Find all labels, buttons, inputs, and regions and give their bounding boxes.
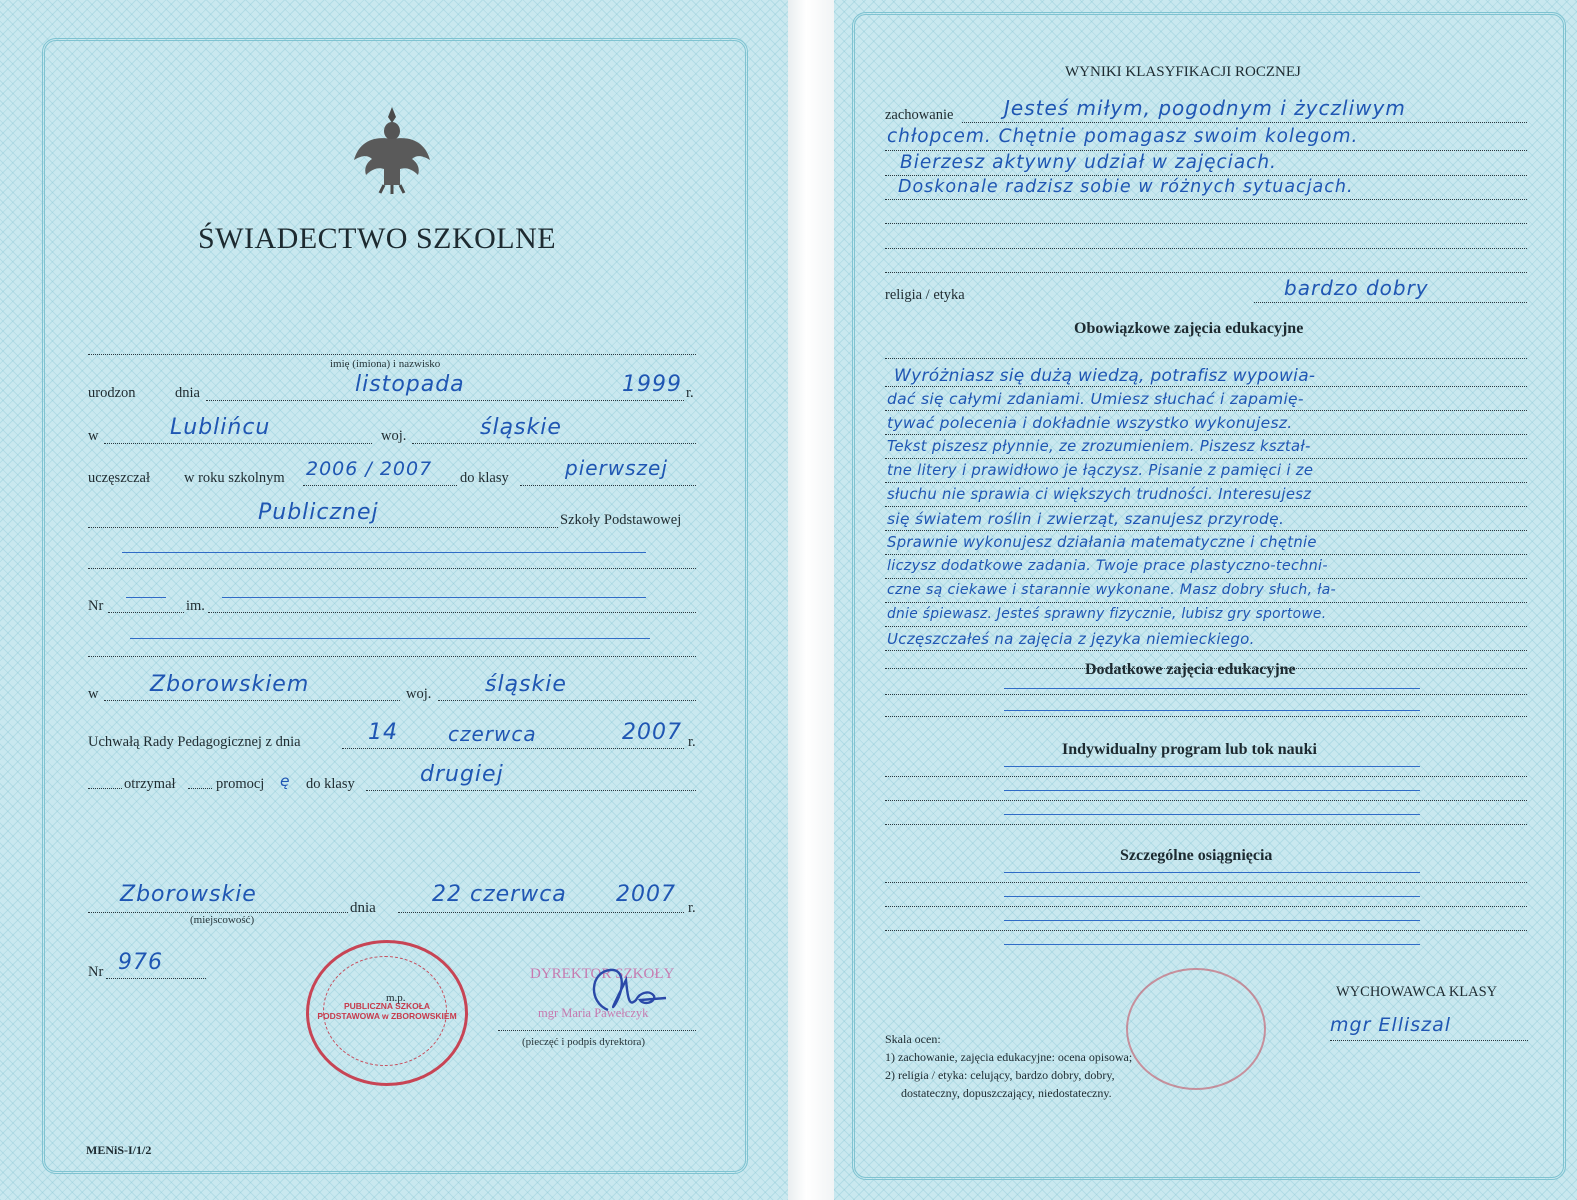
class-from-line: [520, 485, 696, 486]
behavior-text-line: Jesteś miłym, pogodnym i życzliwym: [1004, 96, 1406, 120]
birth-date-line: [206, 400, 684, 401]
nr-crossed: [126, 597, 166, 598]
name-line: [88, 354, 696, 355]
crossed-line-2: [130, 638, 650, 639]
mandatory-text-line: tne litery i prawidłowo je łączysz. Pisanie z pamięci i ze: [887, 462, 1314, 479]
individual-line-2: [885, 800, 1527, 801]
director-stamp-title: DYREKTOR SZKOŁY: [530, 966, 675, 982]
religion-label: religia / etyka: [885, 287, 965, 303]
behavior-label: zachowanie: [885, 107, 954, 123]
additional-crossed-1: [1004, 688, 1420, 689]
individual-heading: Indywidualny program lub tok nauki: [1062, 741, 1317, 758]
behavior-text-line: chłopcem. Chętnie pomagasz swoim kolegom.: [887, 126, 1359, 147]
resolution-month: czerwca: [448, 722, 537, 746]
patron-crossed: [222, 597, 646, 598]
birth-month: listopada: [355, 372, 465, 397]
nr-label: Nr: [88, 598, 104, 614]
issue-date: 22 czerwca: [432, 882, 567, 907]
director-stamp-name: mgr Maria Pawełczyk: [538, 1006, 649, 1020]
mandatory-text-line: Uczęszczałeś na zajęcia z języka niemieckiego.: [887, 630, 1255, 648]
teacher-line: [1330, 1040, 1528, 1041]
school-year-line: [303, 485, 457, 486]
school-stamp-text: PUBLICZNA SZKOŁA PODSTAWOWA w ZBOROWSKIEM: [317, 1001, 457, 1021]
behavior-line-2: [885, 175, 1527, 176]
mandatory-line-4: [885, 458, 1527, 459]
school-name-line: [88, 527, 558, 528]
class-round-stamp: [1126, 968, 1266, 1090]
class-to: drugiej: [420, 762, 504, 787]
blank-line-1: [88, 568, 696, 569]
additional-crossed-2: [1004, 710, 1420, 711]
director-line: [498, 1030, 696, 1031]
born-day-label: dnia: [175, 385, 200, 401]
nr-line: [108, 612, 184, 613]
resolution-label: Uchwałą Rady Pedagogicznej z dnia: [88, 734, 301, 750]
achievements-crossed-3: [1004, 920, 1420, 921]
behavior-text-line: Bierzesz aktywny udział w zajęciach.: [900, 152, 1277, 173]
received-prefix-line: [88, 788, 122, 789]
mandatory-line-5: [885, 482, 1527, 483]
issue-year: 2007: [616, 882, 676, 907]
issue-date-line: [398, 912, 684, 913]
birth-year: 1999: [622, 372, 682, 397]
mandatory-line-6: [885, 506, 1527, 507]
school-place-label: w: [88, 686, 99, 702]
received-label: otrzymał: [124, 776, 176, 792]
mandatory-text-line: czne są ciekawe i starannie wykonane. Masz dobry słuch, ła-: [887, 582, 1336, 598]
cert-nr-line: [106, 978, 206, 979]
mandatory-line-1: [885, 386, 1527, 387]
director-caption: (pieczęć i podpis dyrektora): [522, 1036, 646, 1048]
mandatory-text-line: słuchu nie sprawia ci większych trudności. Interesujesz: [887, 486, 1312, 503]
mandatory-line-12: [885, 650, 1527, 651]
individual-line-3: [885, 824, 1527, 825]
class-to-line: [366, 790, 696, 791]
eagle-emblem-icon: [350, 105, 434, 195]
mandatory-line-3: [885, 434, 1527, 435]
scale-item-3: dostateczny, dopuszczający, niedostateczny.: [901, 1086, 1112, 1100]
achievements-crossed-2: [1004, 896, 1420, 897]
scale-item-2: 2) religia / etyka: celujący, bardzo dobry, dobry,: [885, 1068, 1115, 1082]
behavior-line-1: [885, 150, 1527, 151]
mandatory-line-0: [885, 358, 1527, 359]
school-place-line: [104, 700, 400, 701]
teacher-title: WYCHOWAWCA KLASY: [1336, 984, 1498, 1000]
results-heading: WYNIKI KLASYFIKACJI ROCZNEJ: [1065, 64, 1301, 80]
achievements-line-3: [885, 930, 1527, 931]
school-year-label: w roku szkolnym: [184, 470, 285, 486]
promotion-to-class-label: do klasy: [306, 776, 355, 792]
religion-grade: bardzo dobry: [1284, 276, 1429, 300]
birth-place-line: [104, 443, 372, 444]
to-class-label: do klasy: [460, 470, 509, 486]
school-voiv-line: [438, 700, 696, 701]
mandatory-text-line: Sprawnie wykonujesz działania matematyczne i chętnie: [887, 534, 1317, 551]
cert-nr: 976: [118, 950, 163, 975]
behavior-line-6: [885, 272, 1527, 273]
teacher-signature: mgr Elliszal: [1330, 1014, 1452, 1036]
promotion-suffix: ę: [280, 772, 290, 790]
blank-line-2: [88, 656, 696, 657]
issue-year-suffix: r.: [688, 900, 696, 916]
born-label: urodzon: [88, 385, 136, 401]
achievements-crossed-4: [1004, 944, 1420, 945]
cert-nr-label: Nr: [88, 964, 104, 980]
mandatory-text-line: się światem roślin i zwierząt, szanujesz przyrodę.: [887, 510, 1285, 528]
individual-crossed-1: [1004, 766, 1420, 767]
class-from: pierwszej: [565, 456, 668, 480]
religion-line: [1254, 302, 1527, 303]
behavior-line-0: [962, 122, 1527, 123]
mandatory-heading: Obowiązkowe zajęcia edukacyjne: [1074, 320, 1304, 337]
resolution-year-suffix: r.: [688, 734, 696, 750]
behavior-line-5: [885, 248, 1527, 249]
place-caption: (miejscowość): [190, 914, 255, 926]
director-signature-icon: [580, 962, 670, 1020]
patron-line: [208, 612, 696, 613]
resolution-day: 14: [368, 720, 398, 745]
issue-date-label: dnia: [350, 900, 376, 916]
birth-voiv: śląskie: [480, 415, 562, 440]
mandatory-line-10: [885, 602, 1527, 603]
behavior-line-3: [885, 199, 1527, 200]
individual-crossed-3: [1004, 814, 1420, 815]
mandatory-text-line: liczysz dodatkowe zadania. Twoje prace plastyczno-techni-: [887, 558, 1328, 574]
crossed-line-1: [122, 552, 646, 553]
resolution-year: 2007: [622, 720, 682, 745]
scale-item-1: 1) zachowanie, zajęcia edukacyjne: ocena opisowa;: [885, 1050, 1133, 1064]
behavior-text-line: Doskonale radzisz sobie w różnych sytuacjach.: [898, 177, 1354, 197]
patron-label: im.: [186, 598, 205, 614]
additional-heading: Dodatkowe zajęcia edukacyjne: [1085, 661, 1296, 678]
birth-voiv-line: [412, 443, 696, 444]
mandatory-text-line: dać się całymi zdaniami. Umiesz słuchać i zapamię-: [887, 390, 1304, 408]
mp-label: m.p.: [386, 992, 406, 1004]
mandatory-line-9: [885, 578, 1527, 579]
school-year: 2006 / 2007: [306, 458, 433, 480]
name-caption: imię (imiona) i nazwisko: [330, 358, 441, 370]
issue-place-line: [88, 912, 348, 913]
certificate-title: ŚWIADECTWO SZKOLNE: [198, 222, 557, 255]
school-place: Zborowskiem: [150, 672, 310, 697]
form-code: MENiS-I/1/2: [86, 1143, 152, 1157]
certificate-front-page: [0, 0, 788, 1200]
behavior-line-4: [885, 223, 1527, 224]
mandatory-text-line: Tekst piszesz płynnie, ze zrozumieniem. Piszesz kształ-: [887, 438, 1311, 455]
additional-line-2: [885, 716, 1527, 717]
scale-title: Skala ocen:: [885, 1032, 941, 1046]
mandatory-text-line: Wyróżniasz się dużą wiedzą, potrafisz wypowia-: [894, 366, 1316, 386]
mandatory-text-line: tywać polecenia i dokładnie wszystko wykonujesz.: [887, 414, 1293, 432]
issue-place: Zborowskie: [120, 882, 257, 907]
individual-crossed-2: [1004, 790, 1420, 791]
page-gutter: [788, 0, 834, 1200]
mandatory-line-11: [885, 626, 1527, 627]
promotion-label: promocj: [216, 776, 265, 792]
received-suffix-line: [188, 788, 212, 789]
mandatory-line-8: [885, 554, 1527, 555]
birth-voiv-label: woj.: [381, 428, 407, 444]
birth-year-suffix: r.: [686, 385, 694, 401]
birth-place: Lublińcu: [170, 415, 271, 440]
resolution-line: [342, 748, 684, 749]
certificate-back-page: [834, 0, 1577, 1200]
achievements-line-2: [885, 906, 1527, 907]
mandatory-text-line: dnie śpiewasz. Jesteś sprawny fizycznie, lubisz gry sportowe.: [887, 606, 1327, 622]
school-label: Szkoły Podstawowej: [560, 512, 682, 528]
birth-place-label: w: [88, 428, 99, 444]
achievements-heading: Szczególne osiągnięcia: [1120, 847, 1273, 864]
individual-line-1: [885, 776, 1527, 777]
achievements-crossed-1: [1004, 872, 1420, 873]
school-voiv-label: woj.: [406, 686, 432, 702]
school-type: Publicznej: [258, 500, 379, 525]
additional-line-1: [885, 694, 1527, 695]
mandatory-line-2: [885, 410, 1527, 411]
achievements-line-1: [885, 882, 1527, 883]
mandatory-line-7: [885, 530, 1527, 531]
school-voiv: śląskie: [485, 672, 567, 697]
attended-label: uczęszczał: [88, 470, 150, 486]
school-round-stamp: [306, 940, 468, 1086]
